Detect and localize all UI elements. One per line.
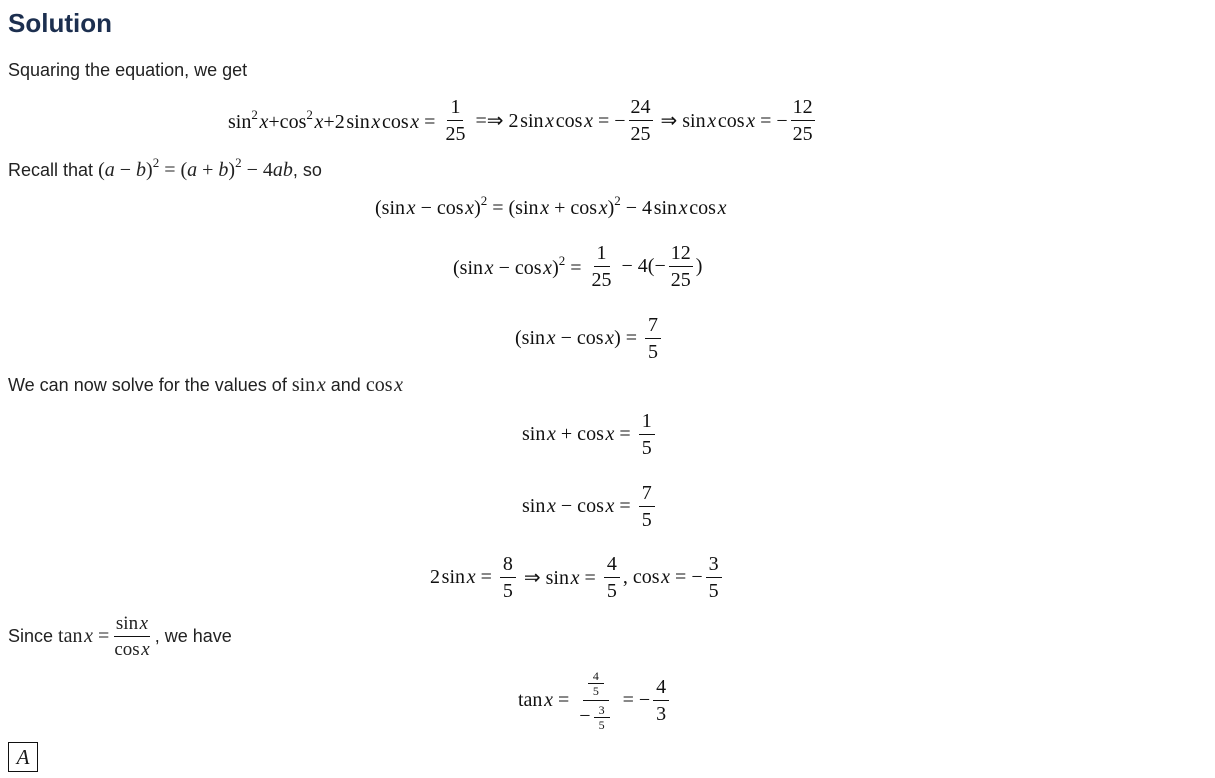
solve-text: We can now solve for the values of sin x and cos x <box>8 374 404 396</box>
equation-sum: sin x + cos x = $\frac{1}{5}$ <box>522 408 658 460</box>
fraction-1-25: $\frac{1}{25}$ <box>445 95 466 145</box>
equation-difference: (sin x − cos x) = $\frac{7}{5}$ <box>515 312 664 364</box>
since-text: Since tan x = $\frac{\text{sin x}}{\text{cos x}}$ , we have <box>8 612 232 660</box>
answer-box: A <box>8 742 38 772</box>
equation-tangent: tan x = $\frac{4}{5}$ − $\frac{3}{5}$ = − $\frac{4}{3}$ <box>518 668 672 732</box>
equation-squared: $\sin^2$ $x+\cos^2$ x+2 sin x cos x = $\frac{1}{25}$ =⇒ 2 sin x cos x = − $\frac{24}{25}$ ⇒ sin x cos x = − $\frac{12}{25}$ <box>228 95 813 145</box>
page-title: Solution <box>8 8 112 38</box>
equation-diff: sin x − cos x = $\frac{7}{5}$ <box>522 480 658 532</box>
fraction-12-25: $\frac{12}{25}$ <box>792 95 813 145</box>
equation-identity: (sin x − cos x)$^2$ = (sin x + cos x)$^2$ − 4 sin x cos x <box>375 192 727 219</box>
equation-solution: 2 sin x = $\frac{8}{5}$ ⇒ sin x = $\frac{4}{5}$ , cos x = − $\frac{3}{5}$ <box>430 551 725 603</box>
fraction-24-25: $\frac{24}{25}$ <box>630 95 651 145</box>
equation-substitute: (sin x − cos x)$^2$ = $\frac{1}{25}$ − 4(− $\frac{12}{25}$ ) <box>453 241 703 291</box>
recall-text: Recall that $(a - b)^2 = (a + b)^2 - 4ab$ , so <box>8 155 322 181</box>
intro-text: Squaring the equation, we get <box>8 60 248 80</box>
